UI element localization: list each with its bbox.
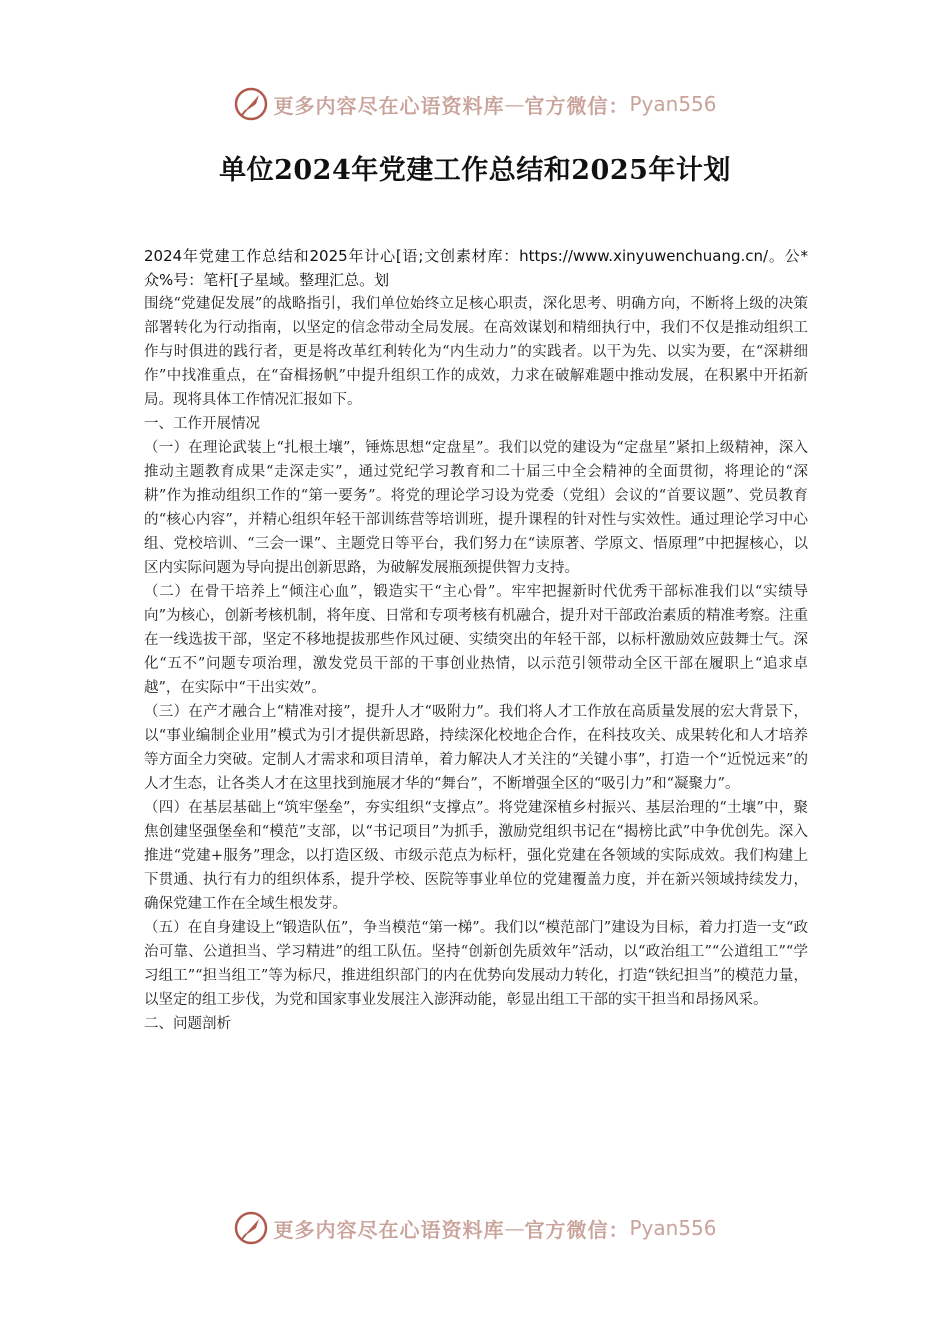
- paragraph: （四）在基层基础上“筑牢堡垒”，夯实组织“支撑点”。将党建深植乡村振兴、基层治理的“土壤”中，聚焦创建坚强堡垒和“模范”支部，以“书记项目”为抓手，激励党组织书记在“揭榜比武”中争优创先。深入推进“党建+服务”理念，以打造区级、市级示范点为标杆，强化党建在各领域的实际成效。我们构建上下贯通、执行有力的组织体系，提升学校、医院等事业单位的党建覆盖力度，并在新兴领域持续发力，确保党建工作在全域生根发芽。: [144, 800, 808, 912]
- section-heading: 一、工作开展情况: [144, 416, 260, 432]
- banner-text: 更多内容尽在心语资料库: [273, 1217, 505, 1242]
- banner-wechat-handle: Pyan556: [629, 92, 717, 116]
- banner-text: 更多内容尽在心语资料库: [273, 93, 505, 118]
- paragraph: （五）在自身建设上“锻造队伍”，争当模范“第一梯”。我们以“模范部门”建设为目标，着力打造一支“政治可靠、公道担当、学习精进”的组工队伍。坚持“创新创先质效年”活动，以“政治组工”“公道组工”“学习组工”“担当组工”等为标尺，推进组织部门的内在优势向发展动力转化，打造“铁纪担当”的模范力量，以坚定的组工步伐，为党和国家事业发展注入澎湃动能，彰显出组工干部的实干担当和昂扬风采。: [144, 920, 808, 1008]
- banner-separator: —: [504, 92, 525, 116]
- intro-line: 2024年党建工作总结和2025年计心[语;文创素材库：https://www.xinyuwenchuang.cn/。公*众%号：笔杆[子星域。整理汇总。划: [144, 247, 808, 289]
- banner-wechat-label: 官方微信：: [524, 93, 630, 118]
- section-heading: 二、问题剖析: [144, 1016, 231, 1032]
- quill-logo-icon: [233, 1210, 269, 1246]
- banner-wechat-handle: Pyan556: [629, 1216, 717, 1240]
- paragraph: （三）在产才融合上“精准对接”，提升人才“吸附力”。我们将人才工作放在高质量发展的宏大背景下，以“事业编制企业用”模式为引才提供新思路，持续深化校地企合作，在科技攻关、成果转化和人才培养等方面全力突破。定制人才需求和项目清单，着力解决人才关注的“关键小事”，打造一个“近悦远来”的人才生态，让各类人才在这里找到施展才华的“舞台”，不断增强全区的“吸引力”和“凝聚力”。: [144, 704, 808, 792]
- paragraph: 围绕“党建促发展”的战略指引，我们单位始终立足核心职责，深化思考、明确方向，不断将上级的决策部署转化为行动指南，以坚定的信念带动全局发展。在高效谋划和精细执行中，我们不仅是推动组织工作与时俱进的践行者，更是将改革红利转化为“内生动力”的实践者。以干为先、以实为要，在“深耕细作”中找准重点，在“奋楫扬帆”中提升组织工作的成效，力求在破解难题中推动发展，在积累中开拓新局。现将具体工作情况汇报如下。: [144, 296, 808, 408]
- footer-banner: [0, 1208, 950, 1248]
- header-banner: [0, 84, 950, 124]
- banner-wechat-label: 官方微信：: [524, 1217, 630, 1242]
- quill-logo-icon: [233, 86, 269, 122]
- document-title: 单位2024年党建工作总结和2025年计划: [219, 155, 731, 186]
- banner-separator: —: [504, 1216, 525, 1240]
- paragraph: （二）在骨干培养上“倾注心血”，锻造实干“主心骨”。牢牢把握新时代优秀干部标准我们以“实绩导向”为核心，创新考核机制，将年度、日常和专项考核有机融合，提升对干部政治素质的精准考察。注重在一线选拔干部，坚定不移地提拔那些作风过硬、实绩突出的年轻干部，以标杆激励效应鼓舞士气。深化“五不”问题专项治理，激发党员干部的干事创业热情，以示范引领带动全区干部在履职上“追求卓越”，在实际中“干出实效”。: [144, 584, 808, 696]
- document-body: [144, 244, 808, 1036]
- paragraph: （一）在理论武装上“扎根土壤”，锤炼思想“定盘星”。我们以党的建设为“定盘星”紧扣上级精神，深入推动主题教育成果“走深走实”，通过党纪学习教育和二十届三中全会精神的全面贯彻，将理论的“深耕”作为推动组织工作的“第一要务”。将党的理论学习设为党委（党组）会议的“首要议题”、党员教育的“核心内容”，并精心组织年轻干部训练营等培训班，提升课程的针对性与实效性。通过理论学习中心组、党校培训、“三会一课”、主题党日等平台，我们努力在“读原著、学原文、悟原理”中把握核心，以区内实际问题为导向提出创新思路，为破解发展瓶颈提供智力支持。: [144, 440, 808, 576]
